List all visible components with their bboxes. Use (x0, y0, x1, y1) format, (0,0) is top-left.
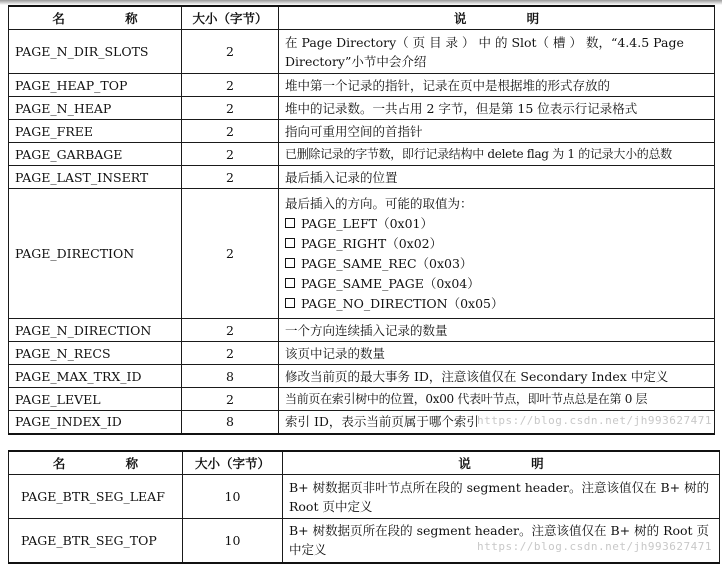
field-name: PAGE_N_DIRECTION (9, 319, 182, 342)
option-label: PAGE_SAME_PAGE（0x04） (301, 275, 480, 291)
table-row (9, 319, 715, 342)
col-header-size: 大小（字节） (183, 451, 283, 475)
field-size: 2 (182, 143, 279, 166)
direction-option (285, 294, 708, 314)
option-label: PAGE_SAME_REC（0x03） (301, 255, 473, 271)
field-size: 10 (183, 475, 283, 519)
field-size: 2 (182, 388, 279, 411)
checkbox-icon (285, 238, 295, 248)
field-name: PAGE_INDEX_ID (9, 411, 182, 434)
option-label: PAGE_NO_DIRECTION（0x05） (301, 295, 504, 311)
table-row (9, 120, 715, 143)
field-name: PAGE_LAST_INSERT (9, 166, 182, 189)
field-desc: 指向可重用空间的首指针 (279, 120, 715, 143)
table-row (9, 189, 715, 319)
field-name: PAGE_N_RECS (9, 342, 182, 365)
field-name: PAGE_GARBAGE (9, 143, 182, 166)
option-label: PAGE_RIGHT（0x02） (301, 235, 443, 251)
field-desc: B+ 树数据页非叶节点所在段的 segment header。注意该值仅在 B+ 树的 Root 页中定义 (283, 475, 720, 519)
field-name: PAGE_BTR_SEG_TOP (9, 519, 183, 563)
field-desc: 该页中记录的数量 (279, 342, 715, 365)
field-name: PAGE_MAX_TRX_ID (9, 365, 182, 388)
direction-intro: 最后插入的方向。可能的取值为： (285, 195, 473, 211)
field-name: PAGE_FREE (9, 120, 182, 143)
col-header-name: 名 称 (9, 451, 183, 475)
checkbox-icon (285, 278, 295, 288)
checkbox-icon (285, 298, 295, 308)
field-desc: B+ 树数据页所在段的 segment header。注意该值仅在 B+ 树的 Root 页中定义 (283, 519, 720, 563)
field-desc: 当前页在索引树中的位置，0x00 代表叶节点，即叶节点总是在第 0 层 (279, 388, 715, 411)
table-row (9, 475, 720, 519)
field-name: PAGE_BTR_SEG_LEAF (9, 475, 183, 519)
table-header-row (9, 451, 720, 475)
field-size: 2 (182, 342, 279, 365)
field-name: PAGE_LEVEL (9, 388, 182, 411)
col-header-size: 大小（字节） (182, 6, 279, 30)
field-desc: 已删除记录的字节数，即行记录结构中 delete flag 为 1 的记录大小的总数 (279, 143, 715, 166)
col-header-name: 名 称 (9, 6, 182, 30)
field-name: PAGE_N_HEAP (9, 97, 182, 120)
direction-option (285, 234, 708, 254)
field-size: 2 (182, 319, 279, 342)
table-row (9, 388, 715, 411)
table-row (9, 342, 715, 365)
table-header-row (9, 6, 715, 30)
field-size: 8 (182, 365, 279, 388)
direction-option (285, 214, 708, 234)
field-size: 2 (182, 30, 279, 74)
col-header-desc: 说 明 (279, 6, 715, 30)
table-row (9, 166, 715, 189)
field-desc: 最后插入记录的位置 (279, 166, 715, 189)
field-name: PAGE_N_DIR_SLOTS (9, 30, 182, 74)
direction-option (285, 274, 708, 294)
field-name: PAGE_DIRECTION (9, 189, 182, 319)
table-row (9, 519, 720, 563)
field-desc: 修改当前页的最大事务 ID，注意该值仅在 Secondary Index 中定义 (279, 365, 715, 388)
field-size: 2 (182, 120, 279, 143)
col-header-desc: 说 明 (283, 451, 720, 475)
field-size: 2 (182, 166, 279, 189)
field-name: PAGE_HEAP_TOP (9, 74, 182, 97)
field-desc: 一个方向连续插入记录的数量 (279, 319, 715, 342)
field-size: 8 (182, 411, 279, 434)
fseg-header-table (8, 450, 720, 564)
field-desc: 索引 ID，表示当前页属于哪个索引 (279, 411, 715, 434)
field-size: 10 (183, 519, 283, 563)
table-row (9, 97, 715, 120)
field-desc: 在 Page Directory（ 页 目 录 ） 中 的 Slot（ 槽 ） 数，“4.4.5 Page Directory”小节中会介绍 (279, 30, 715, 74)
checkbox-icon (285, 218, 295, 228)
field-desc (279, 189, 715, 319)
direction-option (285, 254, 708, 274)
field-size: 2 (182, 189, 279, 319)
table-row (9, 30, 715, 74)
field-size: 2 (182, 74, 279, 97)
field-desc: 堆中第一个记录的指针，记录在页中是根据堆的形式存放的 (279, 74, 715, 97)
table-row (9, 411, 715, 434)
watermark: https://blog.csdn.net/jh993627471 (476, 414, 712, 427)
field-size: 2 (182, 97, 279, 120)
table-row (9, 365, 715, 388)
checkbox-icon (285, 258, 295, 268)
page-header-table (8, 5, 715, 435)
table-row (9, 143, 715, 166)
option-label: PAGE_LEFT（0x01） (301, 215, 433, 231)
watermark: https://blog.csdn.net/jh993627471 (476, 540, 712, 553)
table-row (9, 74, 715, 97)
field-desc: 堆中的记录数。一共占用 2 字节，但是第 15 位表示行记录格式 (279, 97, 715, 120)
